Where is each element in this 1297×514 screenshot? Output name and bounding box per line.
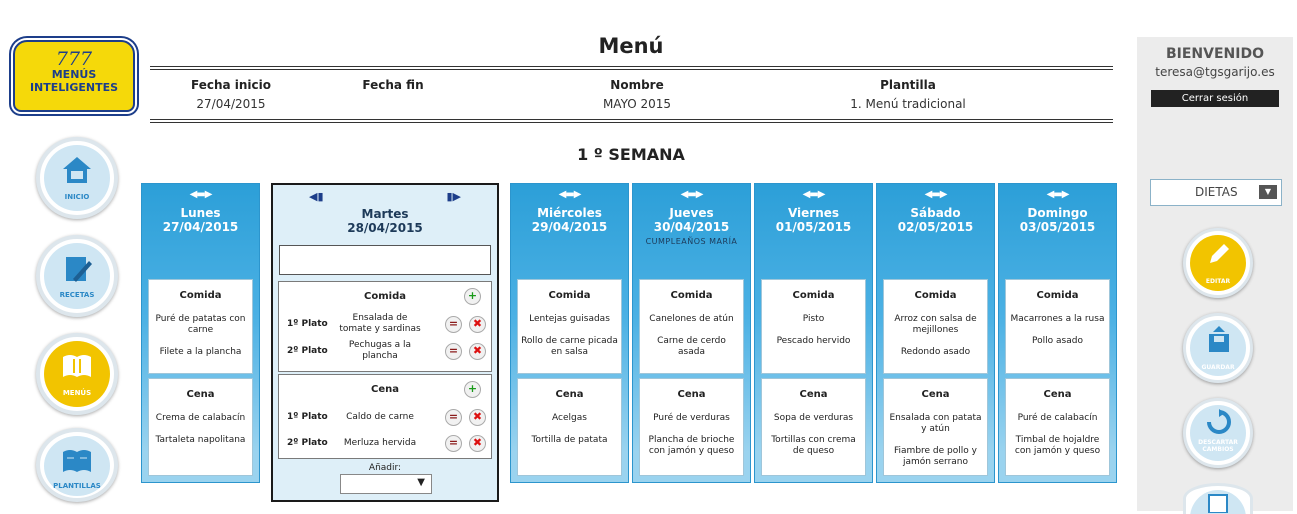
- day-card-martes[interactable]: ◀▮ ▮▶ Martes 28/04/2015 Comida + 1º Plato Ensalada de tomate y sardinas = ✖ 2º Plato Pechugas a la plancha = ✖ Cena + 1º Plato Caldo de carne = ✖ 2º Plato Merluza hervida = ✖ Añadir: ▼: [271, 183, 499, 502]
- meal-cena-edit[interactable]: Cena + 1º Plato Caldo de carne = ✖ 2º Plato Merluza hervida = ✖: [278, 374, 492, 459]
- day-card-miercoles[interactable]: ◀▬▶ Miércoles 29/04/2015 Comida Lentejas guisadas Rollo de carne picada en salsa Cena Acelgas Tortilla de patata: [510, 183, 629, 483]
- meal-cena[interactable]: Cena Ensalada con patata y atún Fiambre de pollo y jamón serrano: [883, 378, 988, 476]
- meal-cena[interactable]: Cena Crema de calabacín Tartaleta napolitana: [148, 378, 253, 476]
- add-meal-select[interactable]: [340, 474, 432, 494]
- logo-line1: MENÚS: [51, 68, 97, 81]
- day-card-domingo[interactable]: ◀▬▶ Domingo 03/05/2015 Comida Macarrones a la rusa Pollo asado Cena Puré de calabacín Timbal de hojaldre con jamón y queso: [998, 183, 1117, 483]
- week-label: 1 º SEMANA: [577, 145, 685, 164]
- replace-dish-button[interactable]: =: [445, 435, 462, 452]
- descartar-cambios-button[interactable]: DESCARTAR CAMBIOS: [1183, 398, 1253, 468]
- plantilla-field: Plantilla 1. Menú tradicional: [850, 78, 966, 111]
- day-card-jueves[interactable]: ◀▬▶ Jueves 30/04/2015 CUMPLEAÑOS MARÍA Comida Canelones de atún Carne de cerdo asada Cena Puré de verduras Plancha de brioche con jamón y queso: [632, 183, 751, 483]
- welcome-label: BIENVENIDO: [1165, 46, 1264, 62]
- add-label: Añadir:: [368, 463, 402, 473]
- app-logo[interactable]: [13, 40, 135, 112]
- meal-comida[interactable]: Comida Macarrones a la rusa Pollo asado: [1005, 279, 1110, 374]
- home-icon: [61, 155, 93, 185]
- next-day-arrow-icon[interactable]: ▮▶: [446, 190, 461, 203]
- day-card-viernes[interactable]: ◀▬▶ Viernes 01/05/2015 Comida Pisto Pescado hervido Cena Sopa de verduras Tortillas con crema de queso: [754, 183, 873, 483]
- move-arrows-icon[interactable]: ◀▬▶: [924, 189, 947, 200]
- dietas-select[interactable]: DIETAS ▼: [1150, 179, 1282, 206]
- meal-comida[interactable]: Comida Canelones de atún Carne de cerdo asada: [639, 279, 744, 374]
- move-arrows-icon[interactable]: ◀▬▶: [1046, 189, 1069, 200]
- nav-recetas[interactable]: RECETAS: [36, 235, 118, 317]
- save-disk-icon: [1206, 326, 1232, 354]
- nombre-field: Nombre MAYO 2015: [602, 78, 672, 111]
- add-dish-button[interactable]: +: [464, 288, 481, 305]
- nav-menus[interactable]: MENÚS: [36, 333, 118, 415]
- chevron-down-icon: ▼: [417, 477, 425, 488]
- day-note-input[interactable]: [279, 245, 491, 275]
- replace-dish-button[interactable]: =: [445, 343, 462, 360]
- meal-cena[interactable]: Cena Puré de calabacín Timbal de hojaldre con jamón y queso: [1005, 378, 1110, 476]
- page-title: Menú: [598, 34, 664, 58]
- meal-comida[interactable]: Comida Puré de patatas con carne Filete a la plancha: [148, 279, 253, 374]
- header-divider-bottom: [150, 119, 1113, 123]
- replace-dish-button[interactable]: =: [445, 409, 462, 426]
- meal-comida[interactable]: Comida Pisto Pescado hervido: [761, 279, 866, 374]
- day-card-lunes[interactable]: ◀▬▶ Lunes 27/04/2015 Comida Puré de patatas con carne Filete a la plancha Cena Crema de calabacín Tartaleta napolitana: [141, 183, 260, 483]
- logout-button[interactable]: Cerrar sesión: [1151, 90, 1279, 107]
- remove-dish-button[interactable]: ✖: [469, 316, 486, 333]
- meal-comida[interactable]: Comida Arroz con salsa de mejillones Redondo asado: [883, 279, 988, 374]
- meal-cena[interactable]: Cena Acelgas Tortilla de patata: [517, 378, 622, 476]
- pencil-icon: [1206, 241, 1232, 267]
- meal-comida[interactable]: Comida Lentejas guisadas Rollo de carne picada en salsa: [517, 279, 622, 374]
- move-arrows-icon[interactable]: ◀▬▶: [802, 189, 825, 200]
- guardar-button[interactable]: GUARDAR: [1183, 313, 1253, 383]
- nav-inicio[interactable]: INICIO: [36, 137, 118, 219]
- logo-number: 777: [55, 48, 93, 70]
- move-arrows-icon[interactable]: ◀▬▶: [680, 189, 703, 200]
- editar-button[interactable]: EDITAR: [1183, 228, 1253, 298]
- move-arrows-icon[interactable]: ◀▬▶: [558, 189, 581, 200]
- chevron-down-icon: ▼: [1259, 185, 1277, 199]
- template-icon: [61, 446, 93, 476]
- remove-dish-button[interactable]: ✖: [469, 343, 486, 360]
- recipe-icon: [61, 253, 93, 285]
- meal-cena[interactable]: Cena Puré de verduras Plancha de brioche con jamón y queso: [639, 378, 744, 476]
- logo-line2: INTELIGENTES: [29, 81, 119, 94]
- add-dish-button[interactable]: +: [464, 381, 481, 398]
- day-note: CUMPLEAÑOS MARÍA: [645, 237, 738, 246]
- move-arrows-icon[interactable]: ◀▬▶: [189, 189, 212, 200]
- nav-plantillas[interactable]: PLANTILLAS: [36, 428, 118, 502]
- prev-day-arrow-icon[interactable]: ◀▮: [309, 190, 324, 203]
- meal-cena[interactable]: Cena Sopa de verduras Tortillas con crema de queso: [761, 378, 866, 476]
- meal-comida-edit[interactable]: Comida + 1º Plato Ensalada de tomate y sardinas = ✖ 2º Plato Pechugas a la plancha = ✖: [278, 281, 492, 372]
- next-action-button[interactable]: [1183, 483, 1253, 514]
- header-divider-top: [150, 66, 1113, 70]
- remove-dish-button[interactable]: ✖: [469, 409, 486, 426]
- menu-icon: [61, 351, 93, 381]
- user-email: teresa@tgsgarijo.es: [1155, 65, 1275, 79]
- fecha-inicio-field: Fecha inicio 27/04/2015: [190, 78, 272, 111]
- replace-dish-button[interactable]: =: [445, 316, 462, 333]
- document-icon: [1207, 493, 1229, 513]
- fecha-fin-field: Fecha fin: [362, 78, 424, 92]
- day-card-sabado[interactable]: ◀▬▶ Sábado 02/05/2015 Comida Arroz con salsa de mejillones Redondo asado Cena Ensalada con patata y atún Fiambre de pollo y jamón serrano: [876, 183, 995, 483]
- remove-dish-button[interactable]: ✖: [469, 435, 486, 452]
- undo-icon: [1206, 409, 1232, 435]
